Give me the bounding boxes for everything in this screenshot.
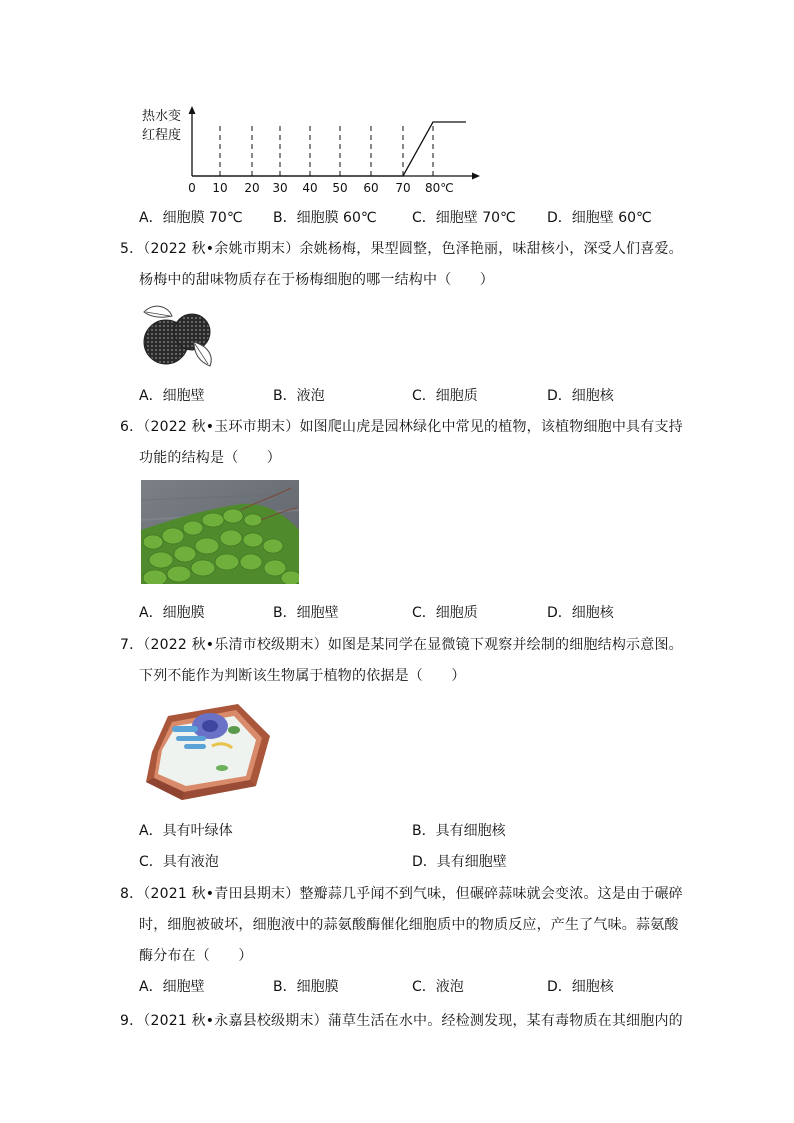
q7-stem-line2: 下列不能作为判断该生物属于植物的依据是（ ）	[139, 668, 466, 684]
q8-option-b[interactable]: B．细胞膜	[273, 979, 339, 995]
chart-ylabel-line2: 红程度	[142, 128, 182, 143]
q7-option-a[interactable]: A．具有叶绿体	[139, 823, 233, 839]
q5-option-c[interactable]: C．细胞质	[412, 388, 478, 404]
q9-stem-line1: 9．（2021 秋•永嘉县校级期末）蒲草生活在水中。经检测发现，某有毒物质在其细胞内的	[120, 1013, 683, 1029]
q7-option-c[interactable]: C．具有液泡	[139, 854, 219, 870]
data-line	[192, 122, 466, 176]
q6-option-b[interactable]: B．细胞壁	[273, 605, 339, 621]
q7-option-d[interactable]: D．具有细胞壁	[412, 854, 507, 870]
ivy-wall-image	[141, 480, 299, 584]
q4-chart	[130, 100, 490, 200]
x-tick-label-8: 80℃	[425, 181, 454, 195]
chart-ylabel-line1: 热水变	[142, 109, 182, 124]
q4-option-c[interactable]: C．细胞壁 70℃	[412, 210, 516, 226]
x-tick-label-4: 40	[302, 181, 318, 195]
q5-stem-line2: 杨梅中的甜味物质存在于杨梅细胞的哪一结构中（ ）	[139, 272, 494, 288]
q5-option-d[interactable]: D．细胞核	[547, 388, 614, 404]
q8-stem-line2: 时，细胞被破坏，细胞液中的蒜氨酸酶催化细胞质中的物质反应，产生了气味。蒜氨酸	[139, 917, 679, 933]
q7-stem-line1: 7．（2022 秋•乐清市校级期末）如图是某同学在显微镜下观察并绘制的细胞结构示意图。	[120, 637, 683, 653]
q7-option-b[interactable]: B．具有细胞核	[412, 823, 506, 839]
q8-stem-line1: 8．（2021 秋•青田县期末）整瓣蒜几乎闻不到气味，但碾碎蒜味就会变浓。这是由于碾碎	[120, 886, 683, 902]
x-tick-label-7: 70	[395, 181, 411, 195]
q8-option-d[interactable]: D．细胞核	[547, 979, 614, 995]
q4-line-chart	[130, 100, 490, 200]
q4-option-d[interactable]: D．细胞壁 60℃	[547, 210, 652, 226]
q8-option-c[interactable]: C．液泡	[412, 979, 464, 995]
q4-option-a[interactable]: A．细胞膜 70℃	[139, 210, 243, 226]
q5-option-b[interactable]: B．液泡	[273, 388, 325, 404]
q8-stem-line3: 酶分布在（ ）	[139, 948, 253, 964]
x-tick-label-1: 10	[212, 181, 228, 195]
x-axis-arrow	[472, 173, 480, 180]
q6-option-d[interactable]: D．细胞核	[547, 605, 614, 621]
y-axis-arrow	[189, 106, 196, 114]
bayberry-image	[138, 300, 218, 368]
x-tick-label-5: 50	[332, 181, 348, 195]
plant-cell-diagram	[138, 696, 274, 804]
x-tick-label-6: 60	[363, 181, 379, 195]
x-tick-label-0: 0	[188, 181, 196, 195]
q5-option-a[interactable]: A．细胞壁	[139, 388, 205, 404]
q6-stem-line2: 功能的结构是（ ）	[139, 450, 281, 466]
q8-option-a[interactable]: A．细胞壁	[139, 979, 205, 995]
q6-option-a[interactable]: A．细胞膜	[139, 605, 205, 621]
q5-stem-line1: 5．（2022 秋•余姚市期末）余姚杨梅，果型圆整，色泽艳丽，味甜核小，深受人们喜爱。	[120, 241, 683, 257]
q6-option-c[interactable]: C．细胞质	[412, 605, 478, 621]
x-tick-label-2: 20	[244, 181, 260, 195]
q6-stem-line1: 6．（2022 秋•玉环市期末）如图爬山虎是园林绿化中常见的植物，该植物细胞中具有支持	[120, 419, 683, 435]
q4-option-b[interactable]: B．细胞膜 60℃	[273, 210, 377, 226]
x-tick-label-3: 30	[272, 181, 288, 195]
